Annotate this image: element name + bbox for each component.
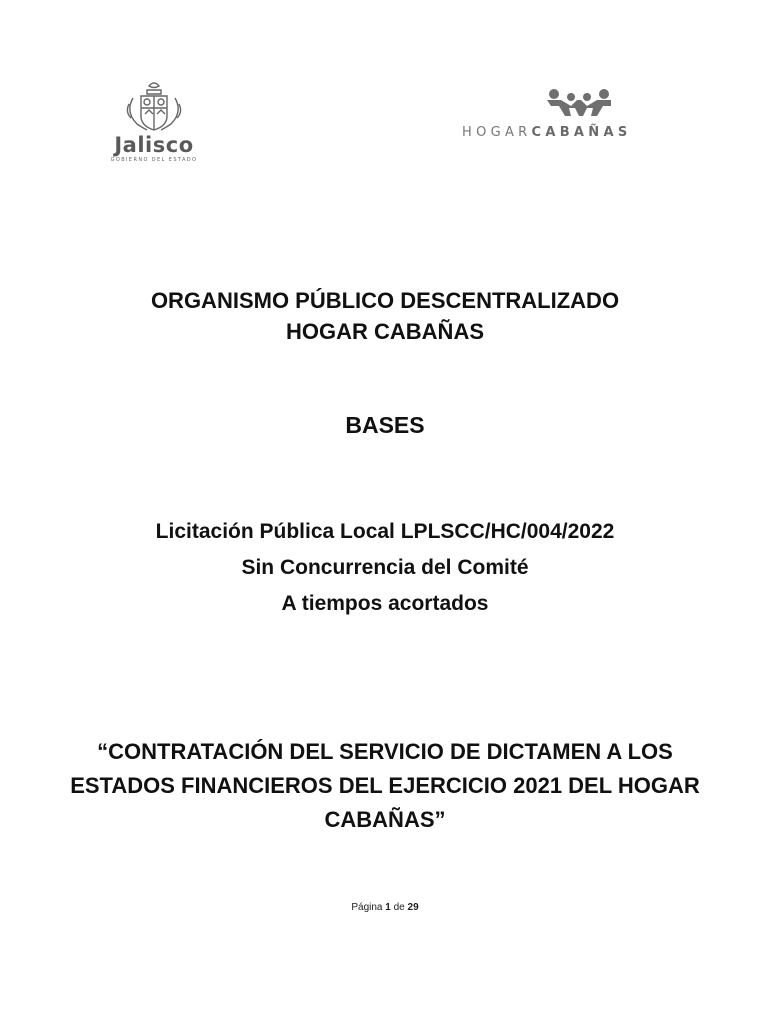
contract-line-1: “CONTRATACIÓN DEL SERVICIO DE DICTAMEN A LOS <box>97 739 673 764</box>
organization-line-2: HOGAR CABAÑAS <box>286 319 484 344</box>
licitacion-line-2: Sin Concurrencia del Comité <box>241 556 529 579</box>
licitacion-line-3: A tiempos acortados <box>281 592 489 615</box>
page-number-footer <box>0 902 770 913</box>
jalisco-logo <box>104 80 204 172</box>
licitacion-line-1: Licitación Pública Local LPLSCC/HC/004/2022 <box>155 520 615 543</box>
hogar-cabanas-wordmark <box>462 125 702 140</box>
jalisco-coat-of-arms-icon <box>119 80 189 134</box>
children-figures-icon <box>544 88 614 116</box>
page-word: Página <box>351 902 383 913</box>
hogar-cabanas-logo <box>462 88 702 144</box>
cabanas-wordmark-part: CABAÑAS <box>531 125 632 140</box>
contract-title <box>40 735 730 837</box>
jalisco-subtitle: GOBIERNO DEL ESTADO <box>110 157 198 163</box>
hogar-wordmark-part: HOGAR <box>462 125 532 140</box>
contract-line-3: CABAÑAS” <box>324 807 446 832</box>
bases-heading: BASES <box>345 412 425 438</box>
organization-line-1: ORGANISMO PÚBLICO DESCENTRALIZADO <box>150 288 620 313</box>
jalisco-wordmark: Jalisco <box>114 133 194 157</box>
page-current: 1 <box>385 902 391 913</box>
contract-line-2: ESTADOS FINANCIEROS DEL EJERCICIO 2021 DEL HOGAR <box>70 773 700 798</box>
of-word: de <box>393 902 405 913</box>
organization-heading <box>0 285 770 347</box>
page-total: 29 <box>407 902 419 913</box>
licitacion-heading <box>0 514 770 622</box>
